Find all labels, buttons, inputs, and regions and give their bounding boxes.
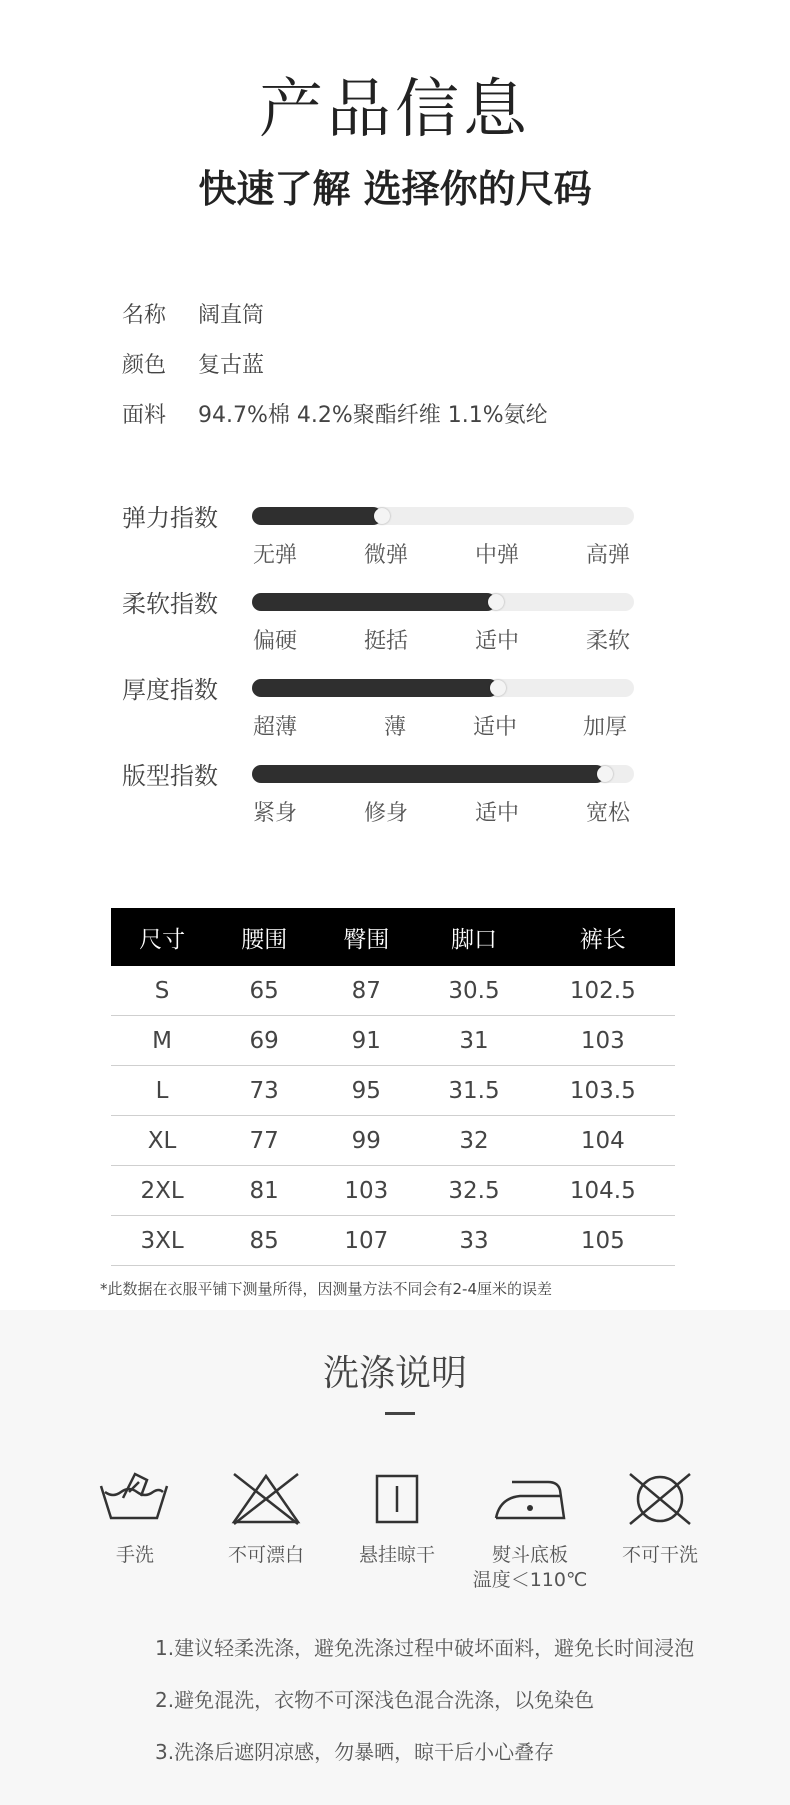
table-cell: 103 — [531, 1016, 675, 1066]
index-tick: 超薄 — [252, 715, 297, 740]
table-cell: 3XL — [111, 1216, 213, 1266]
index-tick: 修身 — [363, 801, 408, 826]
table-row — [111, 1116, 675, 1166]
index-tick: 柔软 — [585, 629, 630, 654]
index-bar-fill — [252, 507, 382, 525]
hang-dry-icon — [357, 1468, 437, 1528]
table-row — [111, 1166, 675, 1216]
wash-instruction: 2.避免混洗，衣物不可深浅色混合洗涤，以免染色 — [155, 1688, 595, 1712]
page-title: 产品信息 — [259, 73, 531, 147]
index-label-fit: 版型指数 — [122, 762, 218, 790]
index-tick: 紧身 — [252, 801, 297, 826]
info-value: 94.7%棉 4.2%聚酯纤维 1.1%氨纶 — [198, 403, 548, 428]
wash-title: 洗涤说明 — [322, 1353, 467, 1394]
index-label-thickness: 厚度指数 — [122, 676, 218, 704]
table-cell: 73 — [213, 1066, 315, 1116]
hand-wash-icon — [95, 1468, 175, 1528]
header-hip: 臀围 — [315, 908, 417, 966]
icon-label: 悬挂晾干 — [358, 1544, 435, 1566]
table-cell: S — [111, 966, 213, 1016]
table-cell: 107 — [315, 1216, 417, 1266]
info-key: 面料 — [122, 403, 167, 428]
index-tick: 宽松 — [585, 801, 630, 826]
info-value: 复古蓝 — [198, 353, 265, 378]
title-divider — [385, 1412, 415, 1415]
index-bar-fill — [252, 765, 605, 783]
table-cell: 31 — [417, 1016, 530, 1066]
table-cell: 2XL — [111, 1166, 213, 1216]
no-bleach-icon — [226, 1468, 306, 1528]
index-tick: 加厚 — [582, 715, 627, 740]
table-cell: 32.5 — [417, 1166, 530, 1216]
index-tick: 适中 — [474, 629, 519, 654]
table-cell: 104.5 — [531, 1166, 675, 1216]
no-dry-clean-icon — [620, 1468, 700, 1528]
table-cell: 103 — [315, 1166, 417, 1216]
table-cell: 65 — [213, 966, 315, 1016]
icon-label: 手洗 — [115, 1544, 154, 1566]
table-cell: 104 — [531, 1116, 675, 1166]
size-table — [111, 908, 675, 1266]
header-leg-opening: 脚口 — [417, 908, 530, 966]
index-tick: 适中 — [474, 801, 519, 826]
index-tick: 薄 — [383, 715, 406, 740]
header-size: 尺寸 — [111, 908, 213, 966]
table-cell: 99 — [315, 1116, 417, 1166]
table-cell: 105 — [531, 1216, 675, 1266]
table-row — [111, 1016, 675, 1066]
table-cell: 31.5 — [417, 1066, 530, 1116]
info-key: 名称 — [122, 303, 167, 328]
header-length: 裤长 — [531, 908, 675, 966]
table-cell: 103.5 — [531, 1066, 675, 1116]
index-tick: 微弹 — [363, 543, 408, 568]
table-cell: 69 — [213, 1016, 315, 1066]
iron-icon — [490, 1468, 570, 1528]
icon-label: 不可漂白 — [227, 1544, 304, 1566]
table-cell: L — [111, 1066, 213, 1116]
index-bar-fit — [252, 765, 634, 783]
table-row — [111, 1216, 675, 1266]
info-key: 颜色 — [122, 353, 167, 378]
index-tick: 挺括 — [363, 629, 408, 654]
index-tick: 偏硬 — [252, 629, 297, 654]
index-bar-knob — [597, 766, 613, 782]
index-bar-thickness — [252, 679, 634, 697]
index-tick: 高弹 — [585, 543, 630, 568]
info-value: 阔直筒 — [198, 303, 265, 328]
table-row — [111, 966, 675, 1016]
table-cell: 87 — [315, 966, 417, 1016]
table-cell: 85 — [213, 1216, 315, 1266]
table-cell: 33 — [417, 1216, 530, 1266]
table-cell: 95 — [315, 1066, 417, 1116]
index-bar-elasticity — [252, 507, 634, 525]
wash-instruction: 3.洗涤后遮阴凉感，勿暴晒，晾干后小心叠存 — [155, 1740, 555, 1764]
info-row-fabric — [122, 398, 548, 429]
table-cell: 102.5 — [531, 966, 675, 1016]
index-label-softness: 柔软指数 — [122, 590, 218, 618]
info-row-name — [122, 298, 264, 329]
table-cell: 81 — [213, 1166, 315, 1216]
table-cell: 32 — [417, 1116, 530, 1166]
size-table-header — [111, 908, 675, 966]
wash-instruction: 1.建议轻柔洗涤，避免洗涤过程中破坏面料，避免长时间浸泡 — [155, 1636, 695, 1660]
index-tick: 适中 — [472, 715, 517, 740]
icon-label: 熨斗底板 — [491, 1544, 568, 1566]
index-bar-fill — [252, 593, 496, 611]
table-cell: XL — [111, 1116, 213, 1166]
index-bar-softness — [252, 593, 634, 611]
index-bar-knob — [374, 508, 390, 524]
table-cell: 77 — [213, 1116, 315, 1166]
index-label-elasticity: 弹力指数 — [122, 504, 218, 532]
index-bar-knob — [490, 680, 506, 696]
index-tick: 无弹 — [252, 543, 297, 568]
table-cell: 30.5 — [417, 966, 530, 1016]
index-bar-fill — [252, 679, 498, 697]
index-tick: 中弹 — [474, 543, 519, 568]
table-cell: M — [111, 1016, 213, 1066]
info-row-color — [122, 348, 264, 379]
icon-label-line2: 温度＜110℃ — [472, 1569, 588, 1591]
table-cell: 91 — [315, 1016, 417, 1066]
table-row — [111, 1066, 675, 1116]
index-bar-knob — [488, 594, 504, 610]
header-waist: 腰围 — [213, 908, 315, 966]
icon-label: 不可干洗 — [621, 1544, 698, 1566]
page-subtitle: 快速了解 选择你的尺码 — [198, 167, 592, 211]
measurement-note: *此数据在衣服平铺下测量所得，因测量方法不同会有2-4厘米的误差 — [100, 1280, 553, 1298]
